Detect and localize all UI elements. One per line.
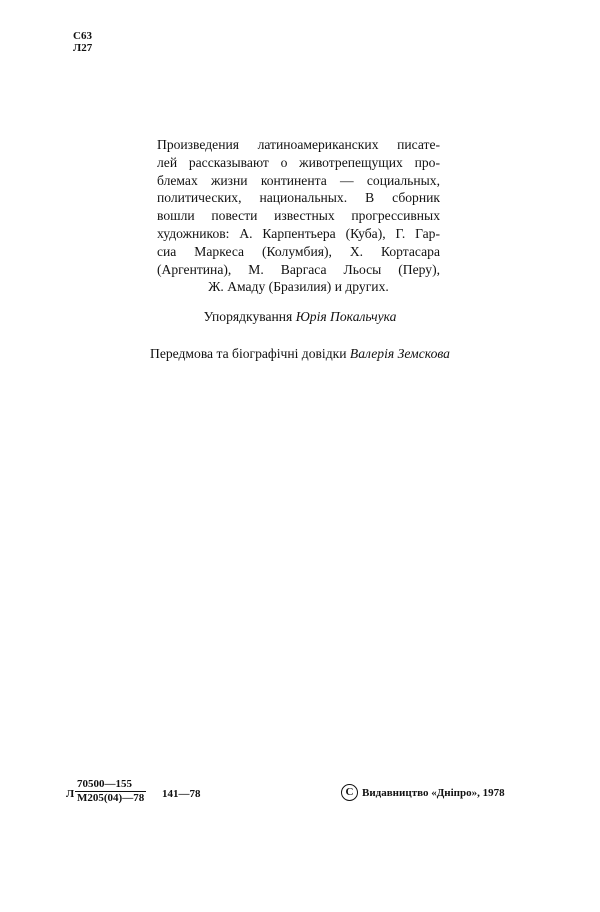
preface-label: Передмова та біографічні довідки bbox=[150, 346, 347, 361]
annotation-line: (Аргентина), М. Варгаса Льосы (Перу), bbox=[157, 261, 440, 277]
annotation-line: лей рассказывают о животрепещущих про- bbox=[157, 154, 440, 170]
compiler-label: Упорядкування bbox=[203, 309, 293, 324]
index-fraction bbox=[75, 779, 146, 804]
preface-credit bbox=[0, 346, 600, 362]
udc-line-2: Л27 bbox=[73, 42, 93, 54]
annotation-line: сиа Маркеса (Колумбия), Х. Кортасара bbox=[157, 243, 440, 259]
compiler-credit bbox=[0, 309, 600, 325]
copyright-text: Видавництво «Дніпро», 1978 bbox=[362, 786, 505, 799]
index-letter: Л bbox=[66, 788, 75, 800]
udc-line-1: С63 bbox=[73, 30, 92, 42]
copyright-notice bbox=[341, 784, 505, 801]
copyright-icon: С bbox=[341, 784, 358, 801]
book-annotation bbox=[157, 136, 440, 296]
annotation-line: художников: А. Карпентьера (Куба), Г. Гар- bbox=[157, 225, 440, 241]
annotation-line: политических, национальных. В сборник bbox=[157, 190, 440, 206]
annotation-line: Произведения латиноамериканских писате- bbox=[157, 137, 440, 152]
udc-classification bbox=[73, 30, 92, 54]
index-tail: 141—78 bbox=[162, 788, 201, 800]
annotation-line: вошли повести известных прогрессивных bbox=[157, 208, 440, 224]
index-numerator: 70500—155 bbox=[75, 779, 146, 792]
index-denominator: М205(04)—78 bbox=[77, 792, 145, 804]
preface-author-name: Валерія Земскова bbox=[349, 346, 450, 361]
annotation-line: Ж. Амаду (Бразилия) и других. bbox=[208, 279, 389, 295]
compiler-name: Юрія Покальчука bbox=[295, 309, 397, 324]
annotation-line: блемах жизни континента — социальных, bbox=[157, 172, 440, 188]
